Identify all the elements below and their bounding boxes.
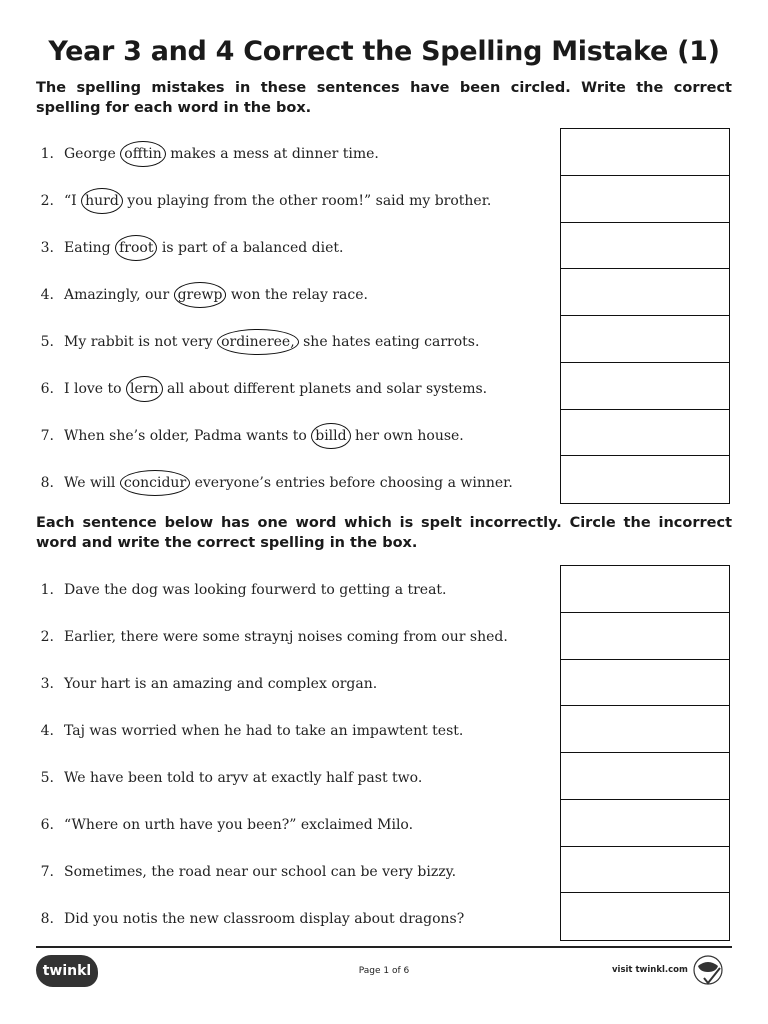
question-number: 4. (40, 722, 54, 739)
circled-word: billd (311, 423, 350, 449)
sentence-text: Eating (64, 239, 116, 256)
question-number: 3. (40, 239, 54, 256)
question-row (0, 848, 560, 895)
answer-box[interactable] (561, 893, 729, 940)
question-row (0, 130, 560, 177)
answer-box[interactable] (561, 363, 729, 410)
sentence-text[interactable]: “Where on urth have you been?” exclaimed Milo. (64, 816, 414, 833)
question-number: 8. (40, 910, 54, 927)
footer-divider (36, 946, 732, 948)
question-row (0, 801, 560, 848)
question-row (0, 660, 560, 707)
sentence-text: all about different planets and solar systems. (162, 380, 488, 397)
answer-box[interactable] (561, 176, 729, 223)
sentence-text: “I (64, 192, 82, 209)
visit-link[interactable]: visit twinkl.com (612, 965, 688, 975)
question-row (0, 271, 560, 318)
question-row (0, 754, 560, 801)
question-number: 2. (40, 192, 54, 209)
answer-box[interactable] (561, 269, 729, 316)
answer-box[interactable] (561, 753, 729, 800)
question-number: 5. (40, 769, 54, 786)
question-number: 6. (40, 816, 54, 833)
sentence-text: My rabbit is not very (64, 333, 218, 350)
circled-word: lern (126, 376, 162, 402)
question-number: 8. (40, 474, 54, 491)
question-row (0, 177, 560, 224)
circled-word: hurd (81, 188, 123, 214)
sentence-text[interactable]: Your hart is an amazing and complex organ. (64, 675, 378, 692)
question-number: 1. (40, 581, 54, 598)
answer-box[interactable] (561, 660, 729, 707)
sentence-text: she hates eating carrots. (298, 333, 480, 350)
quality-standard-badge-icon (690, 954, 730, 990)
answer-box[interactable] (561, 129, 729, 176)
question-number: 7. (40, 863, 54, 880)
question-row (0, 459, 560, 506)
circled-word: froot (115, 235, 157, 261)
sentence-text: you playing from the other room!” said my brother. (122, 192, 492, 209)
sentence-text: makes a mess at dinner time. (165, 145, 379, 162)
answer-box[interactable] (561, 316, 729, 363)
sentence-text[interactable]: Sometimes, the road near our school can be very bizzy. (64, 863, 457, 880)
page-title: Year 3 and 4 Correct the Spelling Mistake (1) (48, 36, 720, 67)
section1-answer-boxes (560, 128, 730, 504)
question-number: 1. (40, 145, 54, 162)
sentence-text: won the relay race. (226, 286, 368, 303)
sentence-text: I love to (64, 380, 127, 397)
question-number: 6. (40, 380, 54, 397)
sentence-text: We will (64, 474, 120, 491)
sentence-text: Amazingly, our (64, 286, 174, 303)
circled-word: ordineree, (217, 329, 299, 355)
answer-box[interactable] (561, 223, 729, 270)
question-number: 7. (40, 427, 54, 444)
question-number: 2. (40, 628, 54, 645)
page-number: Page 1 of 6 (358, 966, 410, 976)
question-row (0, 707, 560, 754)
question-row (0, 318, 560, 365)
logo-text: twinkl (42, 963, 92, 979)
answer-box[interactable] (561, 456, 729, 503)
sentence-text: her own house. (350, 427, 464, 444)
section2-answer-boxes (560, 565, 730, 941)
question-row (0, 613, 560, 660)
sentence-text[interactable]: We have been told to aryv at exactly half past two. (64, 769, 423, 786)
answer-box[interactable] (561, 706, 729, 753)
sentence-text[interactable]: Taj was worried when he had to take an impawtent test. (64, 722, 464, 739)
answer-box[interactable] (561, 847, 729, 894)
answer-box[interactable] (561, 566, 729, 613)
sentence-text: is part of a balanced diet. (157, 239, 344, 256)
sentence-text[interactable]: Dave the dog was looking fourwerd to getting a treat. (64, 581, 447, 598)
question-number: 3. (40, 675, 54, 692)
sentence-text: When she’s older, Padma wants to (64, 427, 312, 444)
answer-box[interactable] (561, 800, 729, 847)
section2-instruction: Each sentence below has one word which is spelt incorrectly. Circle the incorrect word and write the correct spelling in the box. (36, 515, 732, 551)
answer-box[interactable] (561, 613, 729, 660)
circled-word: grewp (174, 282, 227, 308)
sentence-text: everyone’s entries before choosing a winner. (190, 474, 513, 491)
answer-box[interactable] (561, 410, 729, 457)
question-row (0, 365, 560, 412)
circled-word: offtin (120, 141, 166, 167)
sentence-text: George (64, 145, 121, 162)
question-number: 4. (40, 286, 54, 303)
question-number: 5. (40, 333, 54, 350)
sentence-text[interactable]: Earlier, there were some straynj noises coming from our shed. (64, 628, 508, 645)
circled-word: concidur (120, 470, 190, 496)
section1-instruction: The spelling mistakes in these sentences have been circled. Write the correct spelling for each word in the box. (36, 80, 732, 116)
question-row (0, 895, 560, 942)
sentence-text[interactable]: Did you notis the new classroom display about dragons? (64, 910, 465, 927)
question-row (0, 566, 560, 613)
question-row (0, 412, 560, 459)
question-row (0, 224, 560, 271)
